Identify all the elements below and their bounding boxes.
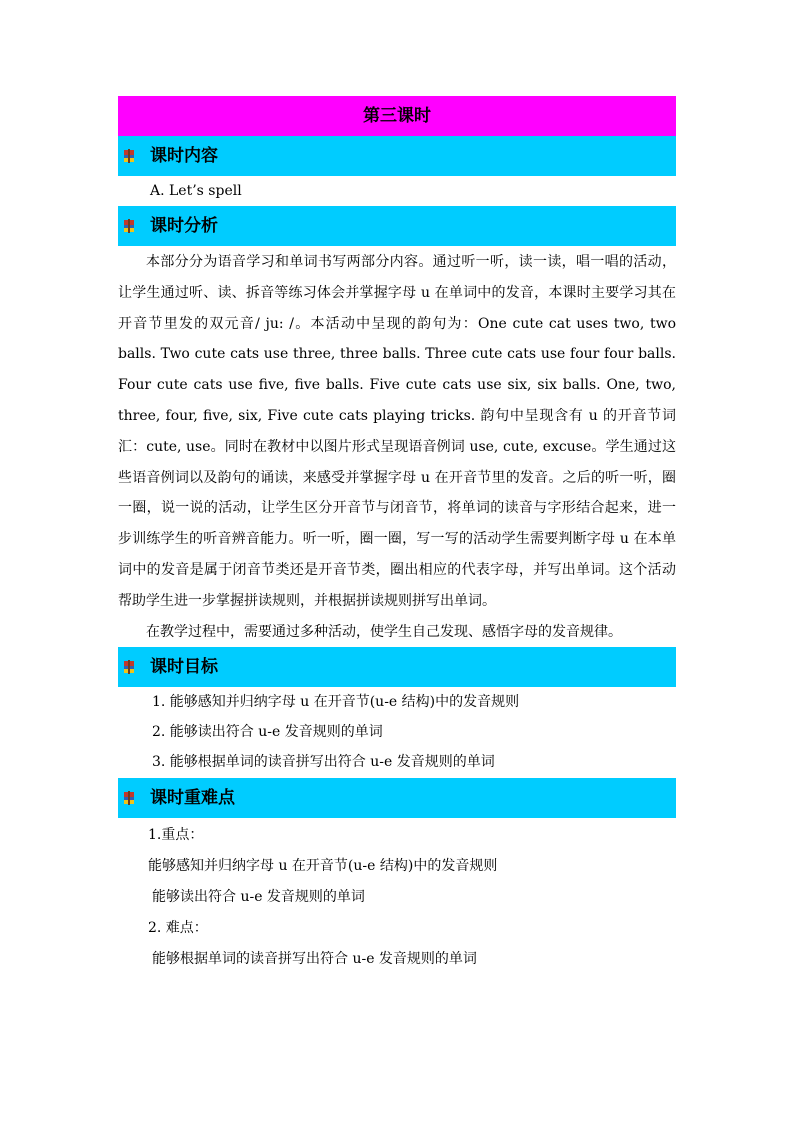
book-bullet-icon [122, 791, 136, 805]
section-heading: 课时分析 [150, 216, 218, 236]
lesson-plan-page [118, 96, 676, 975]
key-point-line: 1.重点： [148, 827, 204, 844]
book-bullet-icon [122, 660, 136, 674]
key-point-line: 能够根据单词的读音拼写出符合 u-e 发音规则的单词 [152, 951, 477, 968]
section-header-content [118, 136, 676, 176]
goal-item: 2. 能够读出符合 u-e 发音规则的单词 [152, 724, 383, 741]
analysis-paragraph: 本部分分为语音学习和单词书写两部分内容。通过听一听，读一读，唱一唱的活动，让学生通过听、读、拆音等练习体会并掌握字母 u 在单词中的发音，本课时主要学习其在开音节里发的双元音/ ju: /。本活动中呈现的韵句为：One cute cat uses two, two balls. Two cute cats use three, three balls. Three cute cats use four four balls. Four cute cats use five, five balls. Five cute cats use six, six balls. One, two, three, four, five, six, Five cute cats playing tricks. 韵句中呈现含有 u 的开音节词汇：cute, use。同时在教材中以图片形式呈现语音例词 use, cute, excuse。学生通过这些语音例词以及韵句的诵读，来感受并掌握字母 u 在开音节里的发音。之后的听一听，圈一圈，说一说的活动，让学生区分开音节与闭音节，将单词的读音与字形结合起来，进一步训练学生的听音辨音能力。听一听，圈一圈，写一写的活动学生需要判断字母 u 在本单词中的发音是属于闭音节类还是开音节类，圈出相应的代表字母，并写出单词。这个活动帮助学生进一步掌握拼读规则，并根据拼读规则拼写出单词。 [118, 254, 676, 609]
section-header-key-points [118, 778, 676, 818]
section-heading: 课时目标 [150, 657, 218, 678]
content-line: A. Let’s spell [150, 183, 242, 199]
lesson-title-bar [118, 96, 676, 136]
key-point-line: 能够感知并归纳字母 u 在开音节(u-e 结构)中的发音规则 [148, 858, 498, 875]
section-heading: 课时重难点 [150, 788, 235, 809]
section-header-goals [118, 647, 676, 687]
analysis-paragraph: 在教学过程中，需要通过多种活动，使学生自己发现、感悟字母的发音规律。 [146, 623, 622, 640]
lesson-title: 第三课时 [363, 106, 431, 126]
goal-item: 3. 能够根据单词的读音拼写出符合 u-e 发音规则的单词 [152, 754, 495, 771]
book-bullet-icon [122, 149, 136, 163]
key-point-line: 能够读出符合 u-e 发音规则的单词 [152, 889, 365, 906]
key-point-line: 2. 难点： [148, 920, 208, 937]
book-bullet-icon [122, 219, 136, 233]
section-heading: 课时内容 [150, 146, 218, 166]
goal-item: 1. 能够感知并归纳字母 u 在开音节(u-e 结构)中的发音规则 [152, 694, 520, 711]
section-header-analysis [118, 206, 676, 246]
